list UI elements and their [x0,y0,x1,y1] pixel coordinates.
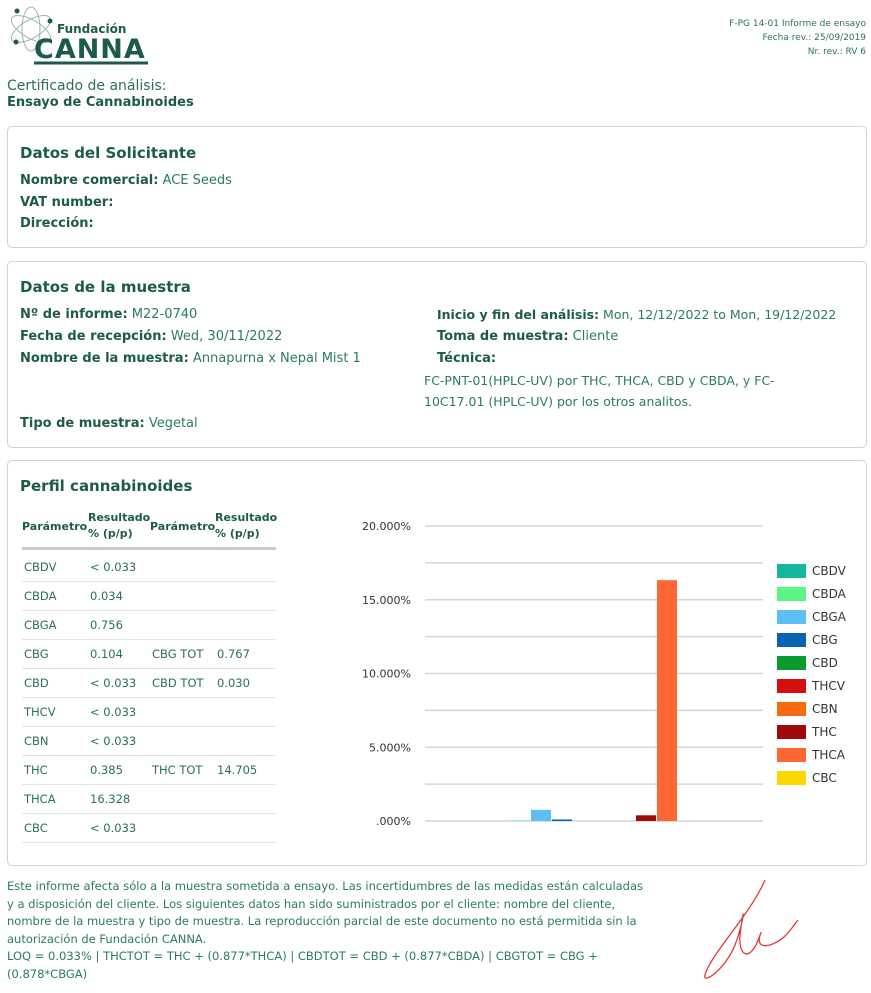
table-row [22,814,276,843]
legend-swatch [777,725,806,739]
table-row [22,756,276,785]
param-name: CBN [24,734,49,748]
legend-swatch [777,748,806,762]
header-param: Parámetro [22,520,88,533]
y-tick-label: 5.000% [369,741,411,755]
legend-label: CBG [812,633,838,647]
field-vat-number: VAT number: [20,195,114,210]
total-name: CBG TOT [152,647,204,661]
field-report-number: Nº de informe: M22-0740 [20,307,198,322]
param-name: THC [24,763,48,777]
results-table [22,507,276,837]
legend-label: CBGA [812,610,846,624]
table-row [22,698,276,727]
total-name: THC TOT [152,763,203,777]
param-name: THCV [24,705,56,719]
certificate-subtitle: Ensayo de Cannabinoides [7,95,194,110]
table-row [22,553,276,582]
param-result: 16.328 [90,792,131,806]
param-result: < 0.033 [90,821,137,835]
field-address: Dirección: [20,216,94,231]
legend-label: THCV [812,679,845,693]
header-result-2: Resultado % (p/p) [215,511,278,540]
y-tick-label: .000% [376,815,411,828]
legend-swatch [777,564,806,578]
table-row [22,785,276,814]
total-result: 14.705 [217,763,258,777]
legend-swatch [777,702,806,716]
total-name: CBD TOT [152,676,204,690]
total-result: 0.030 [217,676,250,690]
logo-text-canna: CANNA [34,34,146,65]
param-name: CBC [24,821,48,835]
param-result: 0.034 [90,589,123,603]
header-divider [22,547,276,550]
param-name: CBDA [24,589,57,603]
legend-swatch [777,679,806,693]
field-sampling: Toma de muestra: Cliente [437,329,619,344]
doc-code: F-PG 14-01 Informe de ensayo [729,19,866,29]
y-tick-label: 15.000% [362,593,411,607]
table-row [22,582,276,611]
field-analysis-period: Inicio y fin del análisis: Mon, 12/12/2022 to Mon, 19/12/2022 [437,307,837,322]
legend-label: CBDV [812,564,846,578]
signature [690,875,810,985]
param-result: 0.756 [90,618,123,632]
legend-swatch [777,587,806,601]
legend-label: THCA [812,748,845,762]
header-result: Resultado % (p/p) [88,511,151,540]
table-row [22,640,276,669]
table-row [22,669,276,698]
y-tick-label: 20.000% [362,520,411,533]
bar-cbga [531,810,551,821]
bar-cbda [510,820,530,821]
field-sample-type: Tipo de muestra: Vegetal [20,416,198,431]
rev-number: Nr. rev.: RV 6 [807,47,866,57]
field-technique-label: Técnica: [437,351,497,366]
param-result: < 0.033 [90,676,137,690]
field-reception-date: Fecha de recepción: Wed, 30/11/2022 [20,329,283,344]
section-title: Datos del Solicitante [20,144,197,162]
section-title: Perfil cannabinoides [20,477,193,495]
field-trade-name: Nombre comercial: ACE Seeds [20,173,232,188]
disclaimer-text: Este informe afecta sólo a la muestra sometida a ensayo. Las incertidumbres de las medidas están calculadas y a disposición del cliente. Los siguientes datos han sido suministrados por el cliente: nombre del cliente, nombre de la muestra y tipo de muestra. La reproducción parcial de este documento no está permitida sin la autorización de Fundación CANNA. [7,879,644,946]
field-sample-name: Nombre de la muestra: Annapurna x Nepal Mist 1 [20,351,361,366]
param-name: CBGA [24,618,57,632]
legend-swatch [777,633,806,647]
sample-section [7,261,867,448]
legend-swatch [777,771,806,785]
param-result: < 0.033 [90,560,137,574]
legend-swatch [777,610,806,624]
legend-label: CBDA [812,587,846,601]
param-result: < 0.033 [90,705,137,719]
applicant-section [7,126,867,248]
bar-thca [657,580,677,821]
footer-notes [7,878,647,983]
fundacion-canna-logo [6,5,156,67]
cannabinoid-profile-section [7,460,867,866]
field-technique-line1: FC-PNT-01(HPLC-UV) por THC, THCA, CBD y CBDA, y FC- [424,373,775,388]
section-title: Datos de la muestra [20,278,191,296]
logo-text-fundacion: Fundación [57,22,127,36]
y-tick-label: 10.000% [362,667,411,681]
formulas-text: LOQ = 0.033% | THCTOT = THC + (0.877*THCA) | CBDTOT = CBD + (0.877*CBDA) | CBGTOT = CBG + (0.878*CBGA) [7,949,598,981]
header-param-2: Parámetro [150,520,216,533]
param-name: CBG [24,647,49,661]
bar-thc [636,815,656,821]
param-result: 0.385 [90,763,123,777]
table-row [22,611,276,640]
field-technique-line2: 10C17.01 (HPLC-UV) por los otros analitos. [424,394,693,409]
cannabinoid-bar-chart [351,500,861,840]
param-name: CBD [24,676,49,690]
document-revision-info [729,17,866,59]
param-name: CBDV [24,560,57,574]
table-row [22,727,276,756]
legend-label: THC [812,725,837,739]
legend-swatch [777,656,806,670]
param-result: < 0.033 [90,734,137,748]
legend-label: CBC [812,771,837,785]
bar-cbg [552,819,572,821]
legend-label: CBN [812,702,838,716]
certificate-title: Certificado de análisis: [7,78,167,94]
param-name: THCA [24,792,56,806]
rev-date: Fecha rev.: 25/09/2019 [762,33,866,43]
param-result: 0.104 [90,647,123,661]
total-result: 0.767 [217,647,250,661]
legend-label: CBD [812,656,838,670]
